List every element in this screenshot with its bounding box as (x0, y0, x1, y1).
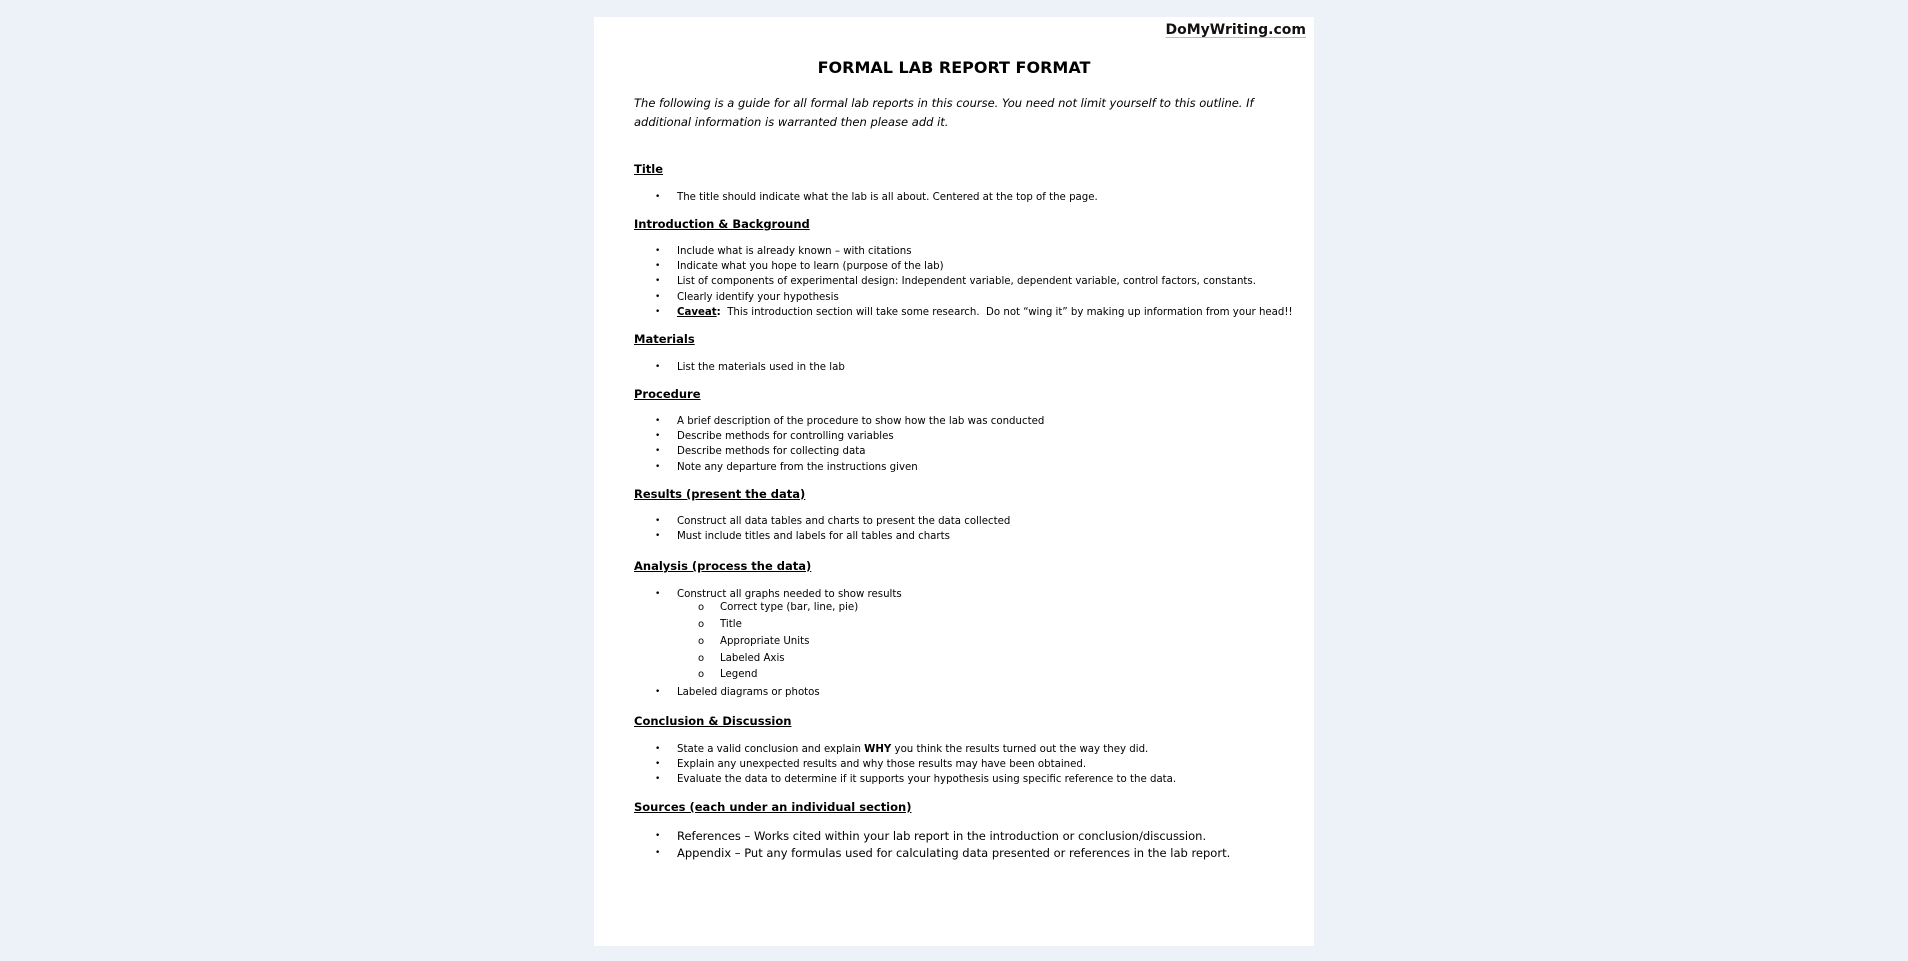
sub-list-item: o Correct type (bar, line, pie) (634, 600, 1294, 617)
bullet-icon: • (655, 831, 661, 841)
list-item: • A brief description of the procedure to show how the lab was conducted (634, 414, 1294, 429)
list-item: • Evaluate the data to determine if it supports your hypothesis using specific reference to the data. (634, 772, 1294, 787)
list-item: • Construct all graphs needed to show results (634, 587, 1294, 602)
circle-bullet-icon: o (698, 669, 705, 681)
conclusion-list (634, 742, 1294, 788)
list-item: • List of components of experimental design: Independent variable, dependent variable, control factors, constants. (634, 274, 1294, 289)
list-item: • Construct all data tables and charts to present the data collected (634, 514, 1294, 529)
list-item: • List the materials used in the lab (634, 360, 1294, 375)
bullet-icon: • (655, 774, 661, 785)
sub-list-item: o Appropriate Units (634, 634, 1294, 651)
results-list (634, 514, 1294, 544)
circle-bullet-icon: o (698, 618, 705, 630)
heading-analysis: Analysis (process the data) (634, 559, 812, 573)
bullet-icon: • (655, 306, 661, 317)
list-item: • State a valid conclusion and explain WHY you think the results turned out the way they did. (634, 742, 1294, 757)
bullet-icon: • (655, 759, 661, 770)
intro-paragraph: The following is a guide for all formal lab reports in this course. You need not limit yourself to this outline. If additional information is warranted then please add it. (634, 96, 1254, 129)
bullet-icon: • (655, 291, 661, 302)
list-item: • Include what is already known – with citations (634, 244, 1294, 259)
circle-bullet-icon: o (698, 652, 705, 664)
list-item: • Note any departure from the instructions given (634, 460, 1294, 475)
bullet-icon: • (655, 461, 661, 472)
materials-list (634, 360, 1294, 375)
title-list (634, 190, 1294, 205)
list-item: • Explain any unexpected results and why those results may have been obtained. (634, 757, 1294, 772)
list-item: • Appendix – Put any formulas used for calculating data presented or references in the lab report. (655, 846, 1231, 860)
list-item: • Labeled diagrams or photos (634, 685, 1294, 700)
bullet-icon: • (655, 446, 661, 457)
analysis-list (634, 587, 1294, 700)
heading-introduction: Introduction & Background (634, 217, 810, 231)
list-item: • The title should indicate what the lab is all about. Centered at the top of the page. (634, 190, 1294, 205)
heading-sources: Sources (each under an individual section) (634, 800, 912, 814)
list-item: • Describe methods for controlling variables (634, 429, 1294, 444)
list-item: • Must include titles and labels for all tables and charts (634, 529, 1294, 544)
introduction-list (634, 244, 1294, 320)
list-item-caveat: • Caveat: This introduction section will take some research. Do not “wing it” by making up information from your head!! (634, 305, 1294, 320)
bullet-icon: • (655, 516, 661, 526)
sub-list-item: o Legend (634, 667, 1294, 684)
heading-title: Title (634, 162, 664, 176)
brand-link[interactable]: DoMyWriting.com (1165, 22, 1306, 38)
bullet-icon: • (655, 744, 661, 754)
sub-list-item: o Title (634, 617, 1294, 634)
list-item: • Indicate what you hope to learn (purpose of the lab) (634, 259, 1294, 274)
list-item: • References – Works cited within your lab report in the introduction or conclusion/discussion. (655, 829, 1207, 843)
circle-bullet-icon: o (698, 602, 705, 614)
bullet-icon: • (655, 687, 661, 698)
bullet-icon: • (655, 276, 661, 287)
document-page (594, 17, 1314, 946)
sub-list-item: o Labeled Axis (634, 651, 1294, 668)
bullet-icon: • (655, 416, 661, 426)
heading-results: Results (present the data) (634, 487, 806, 501)
bullet-icon: • (655, 589, 661, 599)
sources-list (634, 828, 1294, 862)
list-item: • Clearly identify your hypothesis (634, 290, 1294, 305)
bullet-icon: • (655, 246, 661, 256)
heading-materials: Materials (634, 332, 695, 346)
bullet-icon: • (655, 261, 661, 272)
bullet-icon: • (655, 431, 661, 442)
circle-bullet-icon: o (698, 635, 705, 647)
bullet-icon: • (655, 848, 661, 858)
heading-procedure: Procedure (634, 387, 701, 401)
heading-conclusion: Conclusion & Discussion (634, 714, 792, 728)
caveat-label: Caveat (677, 306, 717, 318)
bullet-icon: • (655, 531, 661, 542)
bullet-icon: • (655, 192, 661, 202)
list-item: • Describe methods for collecting data (634, 444, 1294, 459)
procedure-list (634, 414, 1294, 475)
bullet-icon: • (655, 362, 661, 372)
document-title: FORMAL LAB REPORT FORMAT (817, 58, 1091, 77)
